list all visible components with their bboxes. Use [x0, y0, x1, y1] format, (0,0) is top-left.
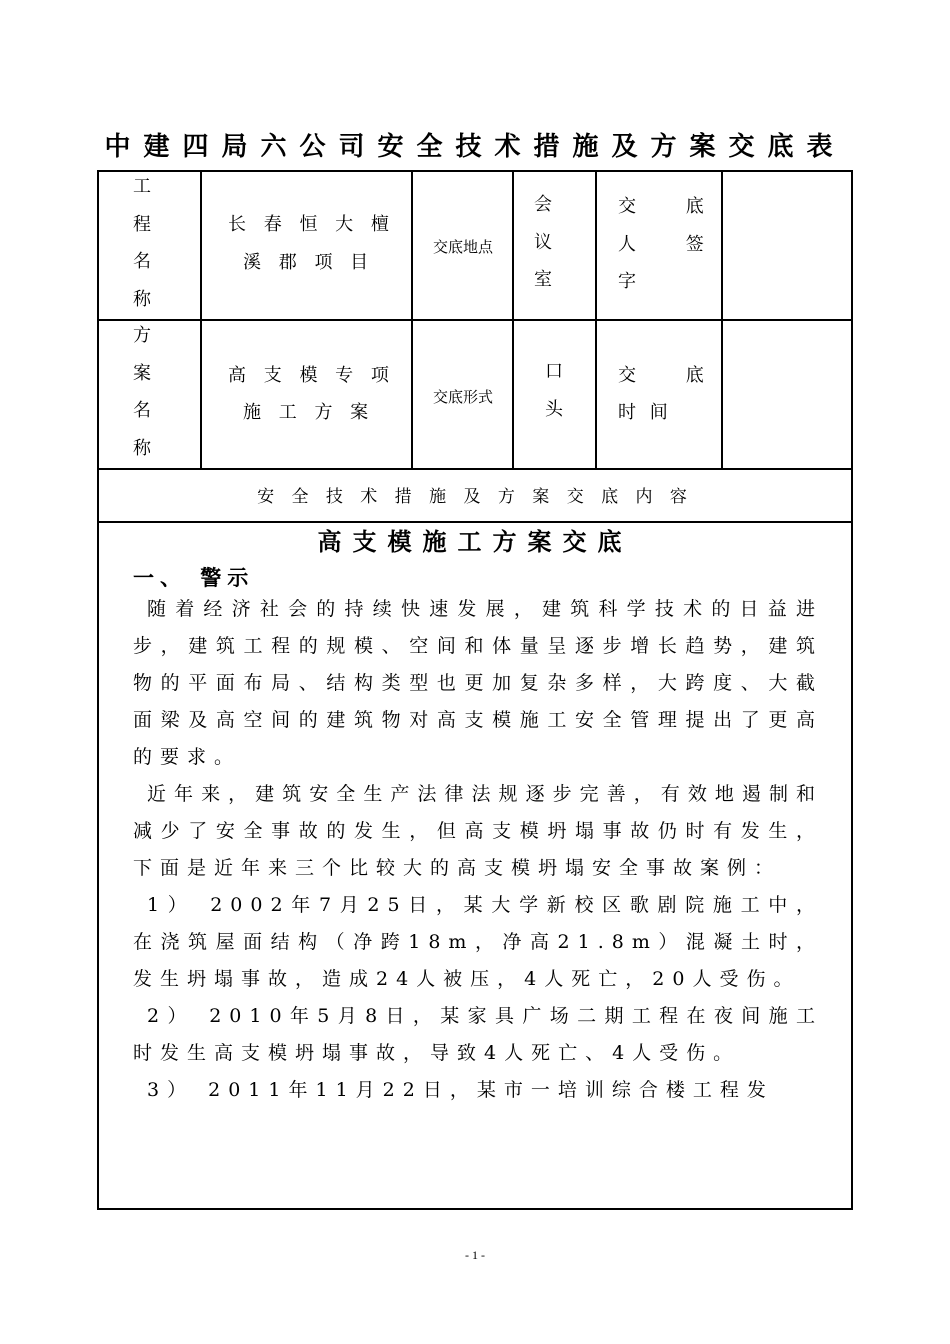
briefing-form-value: 口 头 [545, 361, 563, 420]
briefer-signature-label-line2: 人 签 [618, 234, 704, 255]
table-col-divider-3 [512, 170, 514, 470]
table-border-right [851, 170, 853, 1210]
briefing-location-label: 交底地点 [433, 238, 494, 256]
paragraph: 随着经济社会的持续快速发展，建筑科学技术的日益进步，建筑工程的规模、空间和体量呈逐步增长趋势，建筑物的平面布局、结构类型也更加复杂多样，大跨度、大截面梁及高空间的建筑物对高支模施工安全管理提出了更高的要求。 [133, 598, 823, 768]
content-section-header: 安 全 技 术 措 施 及 方 案 交 底 内 容 [257, 487, 693, 507]
project-name-value-line2: 溪 郡 项 目 [243, 252, 375, 273]
plan-name-value-line2: 施 工 方 案 [243, 402, 375, 423]
page-number: - 1 - [465, 1248, 485, 1262]
content-heading: 高支模施工方案交底 [317, 528, 633, 556]
briefer-signature-label-line1: 交 底 [618, 196, 704, 217]
table-border-left [97, 170, 99, 1210]
briefing-time-label-line2: 时 间 [618, 402, 668, 423]
document-title: 中建四局六公司安全技术措施及方案交底表 [104, 132, 846, 162]
table-border-bottom [97, 1208, 853, 1210]
project-name-label: 工 程 名 称 [133, 176, 151, 310]
content-body [133, 591, 823, 1109]
briefing-time-field[interactable] [723, 321, 851, 468]
plan-name-label: 方 案 名 称 [133, 325, 151, 459]
plan-name-value-line1: 高 支 模 专 项 [228, 365, 395, 386]
paragraph: 2） 2010年5月8日，某家具广场二期工程在夜间施工时发生高支模坍塌事故，导致4人死亡、4人受伤。 [133, 1005, 823, 1064]
table-col-divider-1 [200, 170, 202, 470]
paragraph: 1） 2002年7月25日，某大学新校区歌剧院施工中，在浇筑屋面结构（净跨18m，净高21.8m）混凝土时，发生坍塌事故，造成24人被压，4人死亡，20人受伤。 [133, 894, 823, 990]
paragraph: 3） 2011年11月22日，某市一培训综合楼工程发 [147, 1079, 774, 1101]
briefer-signature-field[interactable] [723, 172, 851, 319]
briefer-signature-label-line3: 字 [618, 271, 636, 292]
table-col-divider-2 [411, 170, 413, 470]
table-row-divider-2 [97, 468, 853, 470]
briefing-form-label: 交底形式 [433, 388, 494, 406]
table-col-divider-4 [595, 170, 597, 470]
project-name-value-line1: 长 春 恒 大 檀 [228, 214, 395, 235]
section-warning-heading: 一、 警示 [133, 566, 255, 590]
briefing-time-label-line1: 交 底 [618, 365, 704, 386]
briefing-location-value: 会 议 室 [534, 194, 552, 290]
paragraph: 近年来，建筑安全生产法律法规逐步完善，有效地遏制和减少了安全事故的发生，但高支模坍塌事故仍时有发生，下面是近年来三个比较大的高支模坍塌安全事故案例： [133, 783, 823, 879]
